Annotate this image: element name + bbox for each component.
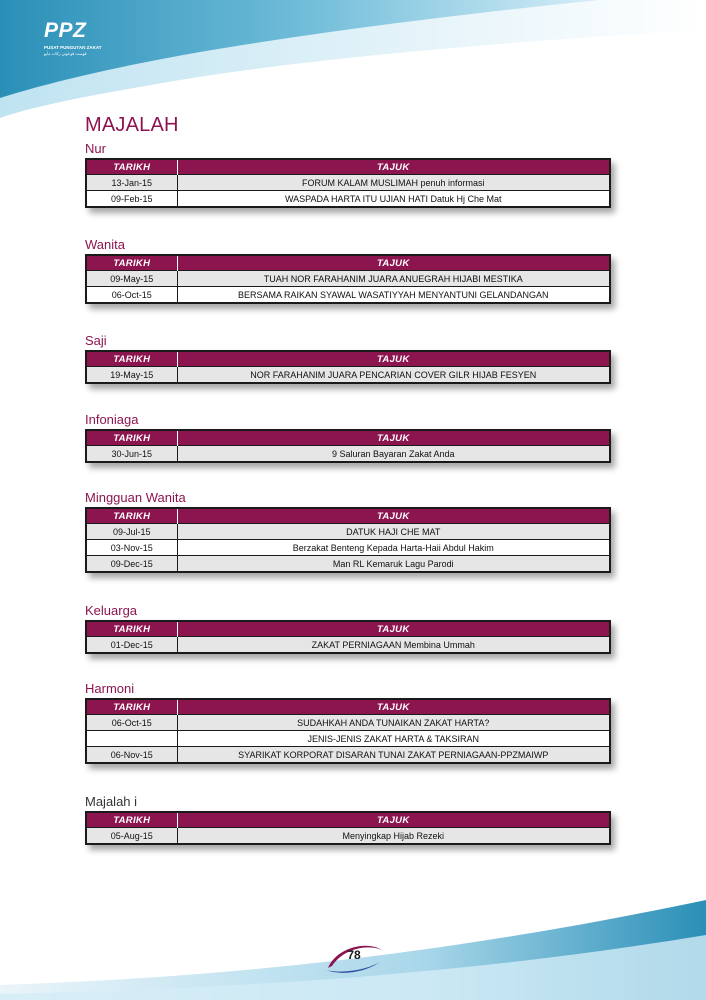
row-title: ZAKAT PERNIAGAAN Membina Ummah: [177, 637, 610, 654]
column-header-title: TAJUK: [177, 812, 610, 828]
table-row: [86, 175, 610, 191]
magazine-table: [85, 811, 611, 845]
row-date: 30-Jun-15: [86, 446, 177, 463]
row-date: 09-May-15: [86, 271, 177, 287]
section-saji: [85, 333, 611, 384]
table-row: [86, 556, 610, 573]
logo-tagline-jawi: ڤوست ڤوڠوتن زکات مأيو: [44, 51, 87, 56]
section-keluarga: [85, 603, 611, 654]
magazine-table: [85, 620, 611, 654]
row-title: FORUM KALAM MUSLIMAH penuh informasi: [177, 175, 610, 191]
column-header-date: TARIKH: [86, 351, 177, 367]
section-nur: [85, 141, 611, 208]
table-row: [86, 747, 610, 764]
table-header: [86, 699, 610, 715]
column-header-date: TARIKH: [86, 159, 177, 175]
section-title: Saji: [85, 333, 107, 348]
row-title: Menyingkap Hijab Rezeki: [177, 828, 610, 845]
column-header-title: TAJUK: [177, 621, 610, 637]
row-title: WASPADA HARTA ITU UJIAN HATI Datuk Hj Che Mat: [177, 191, 610, 208]
row-date: 06-Nov-15: [86, 747, 177, 764]
section-wanita: [85, 237, 611, 304]
table-row: [86, 524, 610, 540]
row-date: 06-Oct-15: [86, 715, 177, 731]
magazine-table: [85, 507, 611, 573]
magazine-table: [85, 158, 611, 208]
section-title: Harmoni: [85, 681, 135, 696]
logo-tagline: PUSAT PUNGUTAN ZAKAT: [44, 45, 102, 50]
row-title: BERSAMA RAIKAN SYAWAL WASATIYYAH MENYANTUNI GELANDANGAN: [177, 287, 610, 304]
row-date: [86, 731, 177, 747]
section-title: Nur: [85, 141, 106, 156]
magazine-table: [85, 429, 611, 463]
row-date: 01-Dec-15: [86, 637, 177, 654]
row-date: 03-Nov-15: [86, 540, 177, 556]
column-header-title: TAJUK: [177, 430, 610, 446]
row-title: SUDAHKAH ANDA TUNAIKAN ZAKAT HARTA?: [177, 715, 610, 731]
section-infoniaga: [85, 412, 611, 463]
column-header-title: TAJUK: [177, 699, 610, 715]
table-row: [86, 637, 610, 654]
row-title: DATUK HAJI CHE MAT: [177, 524, 610, 540]
table-row: [86, 828, 610, 845]
section-title: Keluarga: [85, 603, 138, 618]
row-title: TUAH NOR FARAHANIM JUARA ANUEGRAH HIJABI MESTIKA: [177, 271, 610, 287]
table-header: [86, 812, 610, 828]
table-row: [86, 287, 610, 304]
table-header: [86, 430, 610, 446]
page-number: 78: [347, 948, 361, 962]
section-title: Majalah i: [85, 794, 138, 809]
table-row: [86, 446, 610, 463]
table-row: [86, 191, 610, 208]
table-row: [86, 731, 610, 747]
column-header-date: TARIKH: [86, 699, 177, 715]
row-title: SYARIKAT KORPORAT DISARAN TUNAI ZAKAT PERNIAGAAN-PPZMAIWP: [177, 747, 610, 764]
page-title: MAJALAH: [85, 114, 179, 136]
table-header: [86, 508, 610, 524]
magazine-table: [85, 254, 611, 304]
column-header-date: TARIKH: [86, 621, 177, 637]
row-title: 9 Saluran Bayaran Zakat Anda: [177, 446, 610, 463]
row-date: 09-Jul-15: [86, 524, 177, 540]
column-header-title: TAJUK: [177, 508, 610, 524]
table-header: [86, 255, 610, 271]
row-date: 06-Oct-15: [86, 287, 177, 304]
column-header-title: TAJUK: [177, 255, 610, 271]
column-header-title: TAJUK: [177, 159, 610, 175]
section-harmoni: [85, 681, 611, 764]
table-header: [86, 351, 610, 367]
row-date: 09-Dec-15: [86, 556, 177, 573]
row-date: 19-May-15: [86, 367, 177, 384]
column-header-date: TARIKH: [86, 255, 177, 271]
section-title: Infoniaga: [85, 412, 139, 427]
magazine-table: [85, 698, 611, 764]
table-header: [86, 621, 610, 637]
magazine-table: [85, 350, 611, 384]
row-date: 05-Aug-15: [86, 828, 177, 845]
table-row: [86, 715, 610, 731]
section-mingguan-wanita: [85, 490, 611, 573]
column-header-date: TARIKH: [86, 812, 177, 828]
table-row: [86, 367, 610, 384]
row-title: JENIS-JENIS ZAKAT HARTA & TAKSIRAN: [177, 731, 610, 747]
table-row: [86, 271, 610, 287]
row-title: Berzakat Benteng Kepada Harta-Haii Abdul Hakim: [177, 540, 610, 556]
column-header-title: TAJUK: [177, 351, 610, 367]
column-header-date: TARIKH: [86, 430, 177, 446]
table-row: [86, 540, 610, 556]
ppz-logo: [44, 20, 114, 62]
column-header-date: TARIKH: [86, 508, 177, 524]
row-date: 09-Feb-15: [86, 191, 177, 208]
row-date: 13-Jan-15: [86, 175, 177, 191]
section-title: Mingguan Wanita: [85, 490, 186, 505]
row-title: NOR FARAHANIM JUARA PENCARIAN COVER GILR HIJAB FESYEN: [177, 367, 610, 384]
section-title: Wanita: [85, 237, 125, 252]
row-title: Man RL Kemaruk Lagu Parodi: [177, 556, 610, 573]
table-header: [86, 159, 610, 175]
logo-text: PPZ: [44, 19, 87, 42]
section-majalah-i: [85, 794, 611, 845]
